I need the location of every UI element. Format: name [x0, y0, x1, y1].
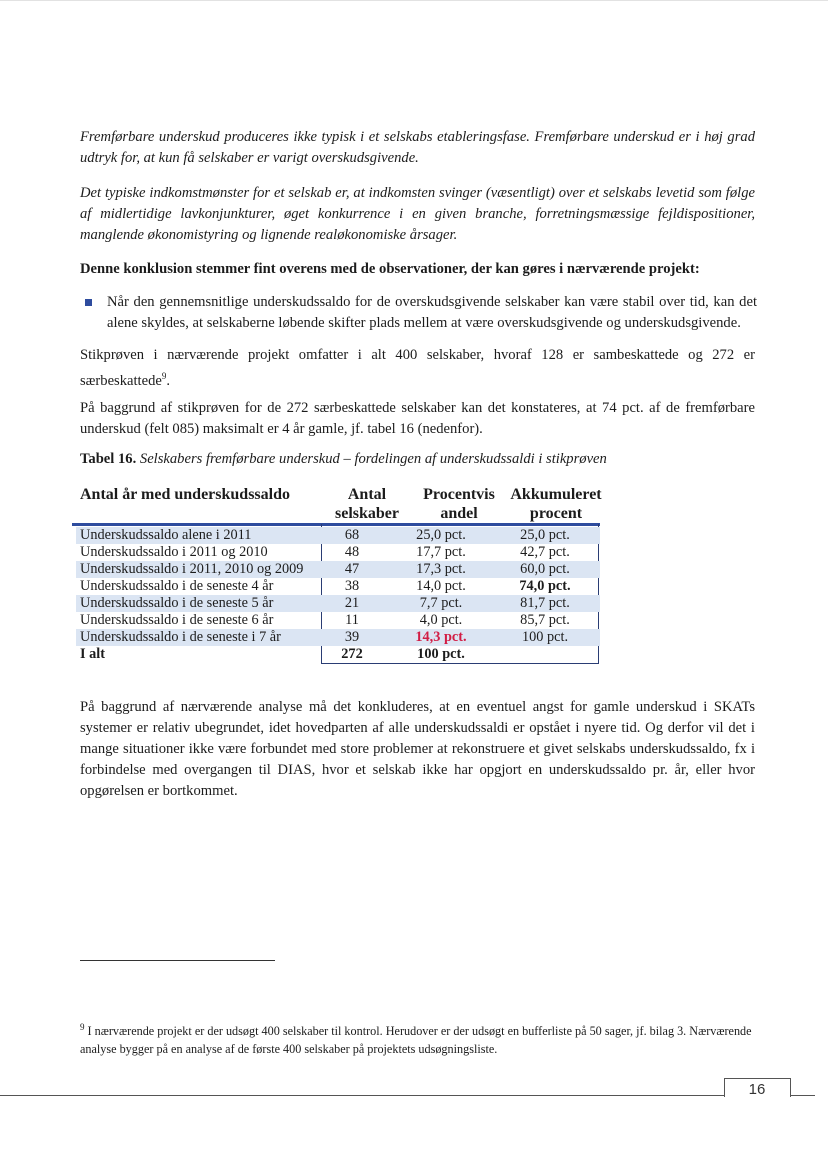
- header-count-line2: selskaber: [335, 505, 399, 522]
- baggrund-paragraph: På baggrund af stikprøven for de 272 særbeskattede selskaber kan det konstateres, at 74 pct. af de fremførbare underskud (felt 085) maksimalt er 4 år gamle, jf. tabel 16 (nedenfor).: [80, 400, 755, 437]
- total-count: 272: [341, 646, 363, 662]
- row-count: 68: [344, 527, 360, 543]
- table-row: [76, 629, 600, 646]
- table-caption-label: Tabel 16.: [80, 451, 137, 467]
- row-label: Underskudssaldo alene i 2011: [80, 527, 252, 543]
- footnote: [80, 1018, 760, 1058]
- row-label: Underskudssaldo i 2011, 2010 og 2009: [80, 561, 304, 577]
- row-accumulated: 100 pct.: [521, 629, 569, 645]
- row-label: Underskudssaldo i de seneste 5 år: [80, 595, 274, 611]
- intro-paragraph-2: Det typiske indkomstmønster for et selskab er, at indkomsten svinger (væsentligt) over et selskabs levetid som følge af midlertidige lavkonjunkturer, øget konkurrence i en given branche, forretningsmæssige fejldispositioner, manglende økonomistyring og lignende realøkonomiske årsager.: [80, 185, 755, 243]
- row-label: Underskudssaldo i 2011 og 2010: [80, 544, 268, 560]
- row-count: 39: [344, 629, 360, 645]
- row-share-highlight: 14,3 pct.: [415, 629, 467, 645]
- total-label: I alt: [80, 646, 106, 662]
- row-label: Underskudssaldo i de seneste 6 år: [80, 612, 274, 628]
- row-share: 17,3 pct.: [416, 561, 466, 577]
- footnote-separator: [80, 960, 275, 961]
- row-accumulated: 85,7 pct.: [520, 612, 570, 628]
- bullet-text: Når den gennemsnitlige underskudssaldo for de overskudsgivende selskaber kan være stabil over tid, kan det alene skyldes, at selskaberne løbende skifter plads mellem at være overskudsgivende og underskudsgivende.: [107, 294, 757, 331]
- total-share: 100 pct.: [417, 646, 465, 662]
- header-accumulated-line2: procent: [529, 505, 583, 522]
- table-row: [76, 527, 600, 544]
- table-row: [76, 578, 600, 595]
- bullet-item: [82, 292, 757, 334]
- row-accumulated: 74,0 pct.: [519, 578, 571, 594]
- header-share-line1: Procentvis: [423, 486, 495, 503]
- row-share: 4,0 pct.: [419, 612, 463, 628]
- footer-rule-left: [0, 1095, 724, 1096]
- sample-paragraph: [80, 345, 755, 392]
- table-caption-text: Selskabers fremførbare underskud – fordelingen af underskudssaldi i stikprøven: [139, 451, 607, 467]
- table-row: [76, 561, 600, 578]
- table-row: [76, 612, 600, 629]
- table-caption: [80, 449, 607, 469]
- row-accumulated: 25,0 pct.: [520, 527, 570, 543]
- header-accumulated-line1: Akkumuleret: [510, 486, 602, 503]
- row-count: 47: [344, 561, 360, 577]
- row-accumulated: 81,7 pct.: [520, 595, 570, 611]
- row-count: 11: [345, 612, 359, 628]
- row-share: 7,7 pct.: [419, 595, 463, 611]
- data-table: [70, 484, 610, 666]
- row-label: Underskudssaldo i de seneste 4 år: [80, 578, 274, 594]
- intro-paragraph-1: Fremførbare underskud produceres ikke typisk i et selskabs etableringsfase. Fremførbare underskud er i høj grad udtryk for, at kun få selskaber er varigt overskudsgivende.: [80, 129, 755, 166]
- row-label: Underskudssaldo i de seneste i 7 år: [80, 629, 281, 645]
- table-total-row: [76, 646, 600, 663]
- conclusion-heading: Denne konklusion stemmer fint overens med de observationer, der kan gøres i nærværende projekt:: [80, 261, 700, 277]
- header-count-line1: Antal: [347, 486, 387, 503]
- row-count: 38: [344, 578, 360, 594]
- square-bullet-icon: [85, 299, 92, 306]
- footer-rule-right: [790, 1095, 815, 1096]
- row-accumulated: 42,7 pct.: [520, 544, 570, 560]
- header-years: Antal år med underskudssaldo: [80, 486, 290, 503]
- sample-text: Stikprøven i nærværende projekt omfatter i alt 400 selskaber, hvoraf 128 er sambeskattede og 272 er særbeskattede: [80, 347, 755, 389]
- footnote-number: 9: [80, 1022, 85, 1032]
- table-row: [76, 544, 600, 561]
- top-edge-rule: [0, 0, 828, 1]
- row-share: 25,0 pct.: [416, 527, 466, 543]
- row-share: 17,7 pct.: [416, 544, 466, 560]
- conclusion-paragraph: På baggrund af nærværende analyse må det konkluderes, at en eventuel angst for gamle underskud i SKATs systemer er relativ ubegrundet, idet hovedparten af alle underskudssaldi er opstået i nyere tid. Og derfor vil det i mange situationer ikke være forbundet med store problemer at rekonstruere et givet selskabs underskudssaldo, fx i forbindelse med overgangen til DIAS, hvor et selskab ikke har opgjort en underskudssaldo pr. år, eller hvor opgørelsen er bortkommet.: [80, 699, 755, 799]
- header-share-line2: andel: [440, 505, 478, 522]
- row-accumulated: 60,0 pct.: [520, 561, 570, 577]
- row-count: 48: [344, 544, 360, 560]
- footnote-ref[interactable]: 9: [161, 371, 167, 381]
- sample-end: .: [166, 372, 171, 389]
- footnote-text: I nærværende projekt er der udsøgt 400 selskaber til kontrol. Herudover er der udsøgt en bufferliste på 50 sager, jf. bilag 3. Nærværende analyse bygger på en analyse af de første 400 selskaber på projektets udsøgningsliste.: [80, 1024, 752, 1057]
- table-row: [76, 595, 600, 612]
- row-share: 14,0 pct.: [416, 578, 466, 594]
- row-count: 21: [344, 595, 360, 611]
- page-number: 16: [748, 1081, 766, 1098]
